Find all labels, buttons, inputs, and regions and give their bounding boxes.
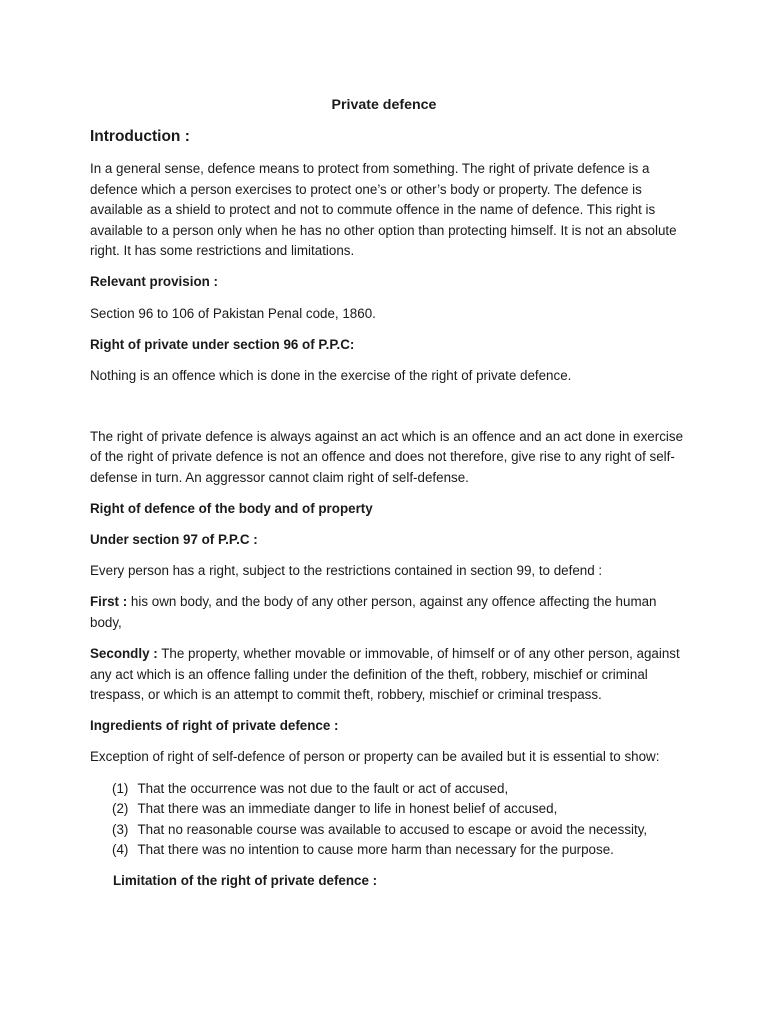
- list-item: [112, 799, 690, 820]
- relevant-provision-paragraph: Section 96 to 106 of Pakistan Penal code, 1860.: [90, 305, 376, 321]
- list-number: (1): [112, 780, 129, 796]
- document-body: [90, 94, 690, 902]
- page-title: Private defence: [331, 97, 437, 113]
- paragraph-spacer: [90, 397, 690, 427]
- introduction-heading: Introduction :: [90, 128, 190, 145]
- limitation-heading: Limitation of the right of private defence :: [113, 872, 378, 888]
- aggressor-paragraph: The right of private defence is always against an act which is an offence and an act done in exercise of the right of private defence is not an offence and does not therefore, give rise to any right of self-defense in turn. An aggressor cannot claim right of self-defense.: [90, 428, 684, 486]
- list-item: [112, 840, 690, 861]
- section-96-heading: Right of private under section 96 of P.P.C:: [90, 336, 355, 352]
- list-text: That the occurrence was not due to the fault or act of accused,: [137, 780, 509, 796]
- list-text: That no reasonable course was available to accused to escape or avoid the necessity,: [137, 821, 648, 837]
- list-item: [112, 779, 690, 800]
- list-number: (3): [112, 821, 129, 837]
- introduction-paragraph: In a general sense, defence means to protect from something. The right of private defence is a defence which a person exercises to protect one’s or other’s body or property. The defence is available as a shield to protect and not to commute offence in the name of defence. This right is available to a person only when he has no other option than protecting himself. It is not an absolute right. It has some restrictions and limitations.: [90, 161, 677, 259]
- secondly-text: The property, whether movable or immovable, of himself or of any other person, against any act which is an offence falling under the definition of the theft, robbery, mischief or criminal trespass, or which is an attempt to commit theft, robbery, mischief or criminal trespass.: [90, 646, 680, 703]
- secondly-label: Secondly :: [90, 646, 158, 662]
- first-clause: [90, 592, 690, 633]
- section-97-paragraph: Every person has a right, subject to the restrictions contained in section 99, to defend :: [90, 563, 603, 579]
- ingredients-paragraph: Exception of right of self-defence of person or property can be availed but it is essential to show:: [90, 749, 660, 765]
- list-number: (2): [112, 801, 129, 817]
- section-96-paragraph: Nothing is an offence which is done in the exercise of the right of private defence.: [90, 367, 572, 383]
- body-property-heading: Right of defence of the body and of property: [90, 501, 373, 517]
- first-text: his own body, and the body of any other person, against any offence affecting the human body,: [90, 594, 657, 630]
- list-text: That there was an immediate danger to life in honest belief of accused,: [137, 801, 558, 817]
- first-label: First :: [90, 594, 128, 610]
- relevant-provision-heading: Relevant provision :: [90, 274, 218, 290]
- list-item: [112, 820, 690, 841]
- section-97-heading: Under section 97 of P.P.C :: [90, 532, 258, 548]
- list-text: That there was no intention to cause more harm than necessary for the purpose.: [137, 842, 614, 858]
- list-number: (4): [112, 842, 129, 858]
- ingredients-heading: Ingredients of right of private defence :: [90, 718, 339, 734]
- secondly-clause: [90, 644, 690, 706]
- conditions-list: [90, 779, 690, 861]
